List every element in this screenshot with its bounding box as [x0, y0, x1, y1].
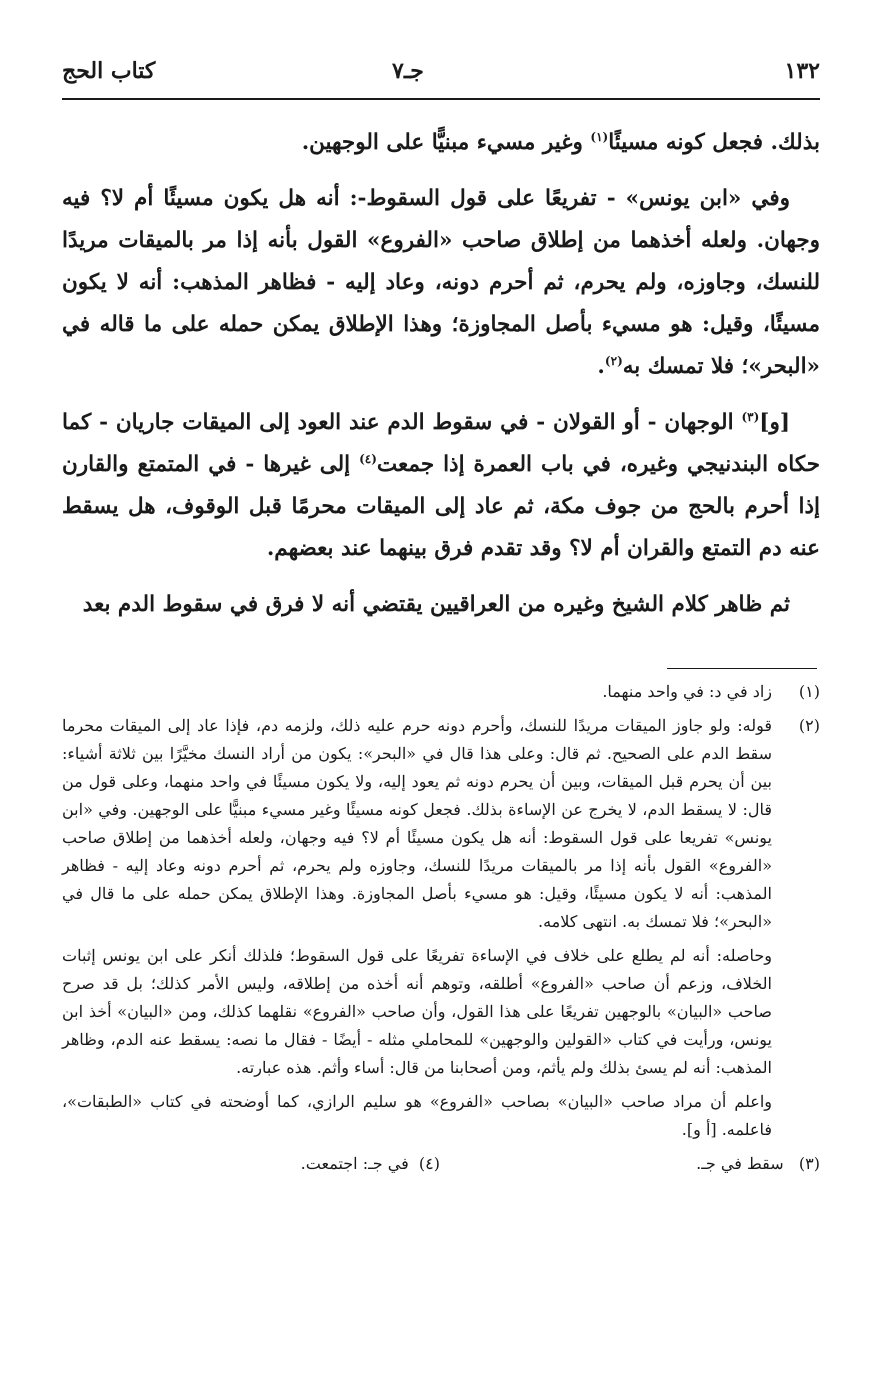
- footnote-2: [62, 712, 820, 1144]
- book-title: كتاب الحج: [62, 58, 156, 84]
- page-header: [62, 58, 820, 94]
- footnote-4: [301, 1150, 440, 1178]
- footnote-3: [696, 1150, 820, 1178]
- footnote-3-text: سقط في جـ.: [696, 1154, 784, 1173]
- footnote-2-paragraph-3: واعلم أن مراد صاحب «البيان» بصاحب «الفروع» هو سليم الرازي، كما أوضحته في كتاب «الطبقات»، فاعلمه. [أ و].: [62, 1092, 772, 1139]
- header-divider: [62, 98, 820, 100]
- volume-label: جـ٧: [392, 58, 424, 84]
- footnote-ref-4: (٤): [359, 451, 377, 466]
- paragraph-3-text-a: [و]: [759, 410, 790, 435]
- paragraph-2-text-b: .: [597, 354, 605, 379]
- footnote-4-number: (٤): [418, 1154, 440, 1173]
- footnotes: [62, 678, 820, 1182]
- paragraph-2: [62, 178, 820, 388]
- footnote-1-text: زاد في د: في واحد منهما.: [602, 682, 772, 701]
- footnote-2-paragraph-1: قوله: ولو جاوز الميقات مريدًا للنسك، وأحرم دونه حرم عليه ذلك، ولزمه دم، فإذا عاد إلى الميقات محرما سقط الدم على الصحيح. ثم قال: وعلى هذا قال في «البحر»: يكون من أراد النسك مخيَّرًا بين ثلاثة أشياء: بين أن يحرم قبل الميقات، وبين أن يحرم دونه ثم يعود إليه، ولا يكون مسيئًا في واحد منهما، وعلى قول من قال: لا يسقط الدم، لا يخرج عن الإساءة بذلك. فجعل كونه مسيئًا وغير مسيء مبنيًّا على الوجهين. وفي «ابن يونس» تفريعا على قول السقوط: أنه هل يكون مسيئًا أم لا؟ فيه وجهان، ولعله أخذهما من إطلاق صاحب «الفروع» القول بأنه إذا مر بالميقات مريدًا للنسك، وجاوزه ولم يحرم، ثم أحرم دونه وعاد إليه - فظاهر المذهب: أنه لا يكون مسيئًا، وقيل: هو مسيء بأصل المجاوزة. وهذا الإطلاق يمكن حمله على ما قال في «البحر»؛ فلا تمسك به. انتهى كلامه.: [62, 716, 773, 931]
- footnote-ref-3: (٣): [741, 409, 760, 424]
- footnotes-3-4: [62, 1150, 820, 1182]
- footnote-3-number: (٣): [798, 1154, 820, 1173]
- footnote-ref-1: (١): [590, 129, 609, 144]
- paragraph-1-text-b: وغير مسيء مبنيًّا على الوجهين.: [301, 130, 591, 155]
- footnote-1-number: (١): [798, 682, 820, 701]
- footnote-ref-2: (٢): [604, 353, 623, 368]
- paragraph-2-text-a: وفي «ابن يونس» - تفريعًا على قول السقوط-: أنه هل يكون مسيئًا أم لا؟ فيه وجهان. ولعله أخذهما من إطلاق صاحب «الفروع» القول بأنه إذا مر بالميقات مريدًا للنسك، وجاوزه، ولم يحرم، ثم أحرم دونه، وعاد إليه - فظاهر المذهب: أنه لا يكون مسيئًا، وقيل: هو مسيء بأصل المجاوزة؛ وهذا الإطلاق يمكن حمله على ما قاله في «البحر»؛ فلا تمسك به: [62, 186, 820, 379]
- paragraph-3: [62, 402, 820, 570]
- page-number: ١٣٢: [784, 58, 820, 84]
- main-text: [62, 122, 820, 640]
- paragraph-1: [62, 122, 820, 164]
- footnote-1: [62, 678, 820, 706]
- paragraph-3-text-b: الوجهان - أو القولان - في سقوط الدم عند العود إلى الميقات جاريان - كما حكاه البندنيجي وغيره، في باب العمرة إذا جمعت: [62, 410, 820, 477]
- footnote-2-number: (٢): [798, 716, 820, 735]
- footnote-4-text: في جـ: اجتمعت.: [300, 1154, 409, 1173]
- paragraph-1-text-a: بذلك. فجعل كونه مسيئًا: [608, 130, 820, 155]
- paragraph-3-text-c: إلى غيرها - في المتمتع والقارن إذا أحرم بالحج من جوف مكة، ثم عاد إلى الميقات محرمًا قبل الوقوف، هل يسقط عنه دم التمتع والقران أم لا؟ وقد تقدم فرق بينهما عند بعضهم.: [62, 452, 820, 561]
- footnote-2-paragraph-2: وحاصله: أنه لم يطلع على خلاف في الإساءة تفريعًا على قول السقوط؛ فلذلك أنكر على ابن يونس إثبات الخلاف، وزعم أن صاحب «الفروع» أطلقه، وتوهم أنه أخذه من إطلاقه، وليس الأمر كذلك؛ بل قد صرح صاحب «البيان» بالوجهين تفريعًا على هذا القول، وأن صاحب «الفروع» نقلهما كذلك، ومن «البيان» أخذ ابن يونس، ورأيت في كتاب «القولين والوجهين» للمحاملي مثله - أيضًا - فقال ما نصه: يسقط عنه الدم، وظاهر المذهب: أنه لم يسئ بذلك ولم يأثم، ومن أصحابنا من قال: أساء وأثم. هذه عبارته.: [62, 946, 773, 1077]
- footnote-divider: [667, 668, 817, 669]
- paragraph-4: ثم ظاهر كلام الشيخ وغيره من العراقيين يقتضي أنه لا فرق في سقوط الدم بعد: [82, 592, 790, 617]
